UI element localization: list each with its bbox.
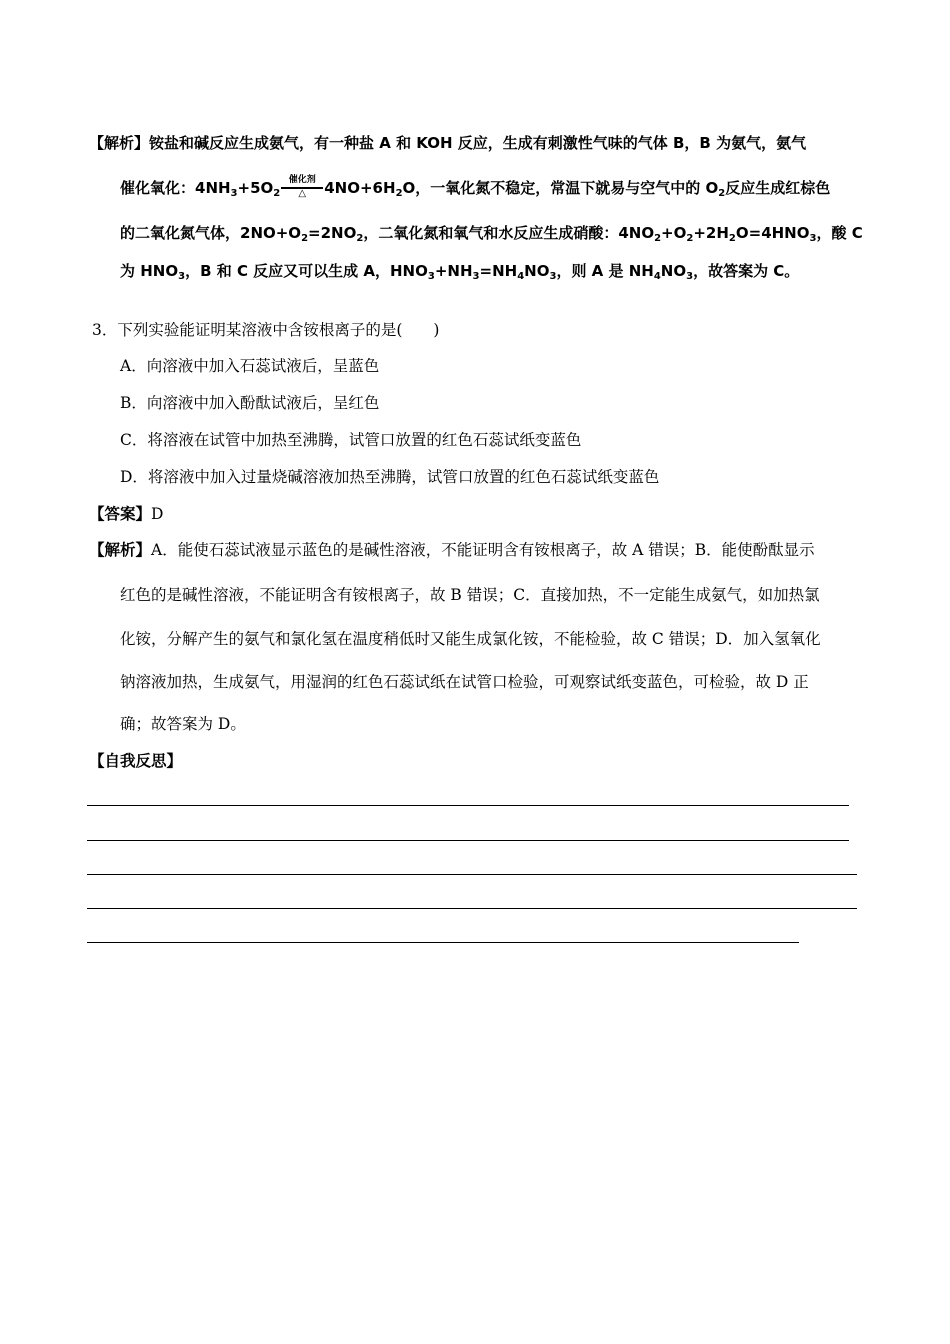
answer-line <box>89 504 163 524</box>
analysis1-line2: 催化氧化：$4NH_3+5O_2$ 催化剂 △ $4NO+6H_2O$，一氧化氮不稳定，常温下就易与空气中的 $O_2$反应生成红棕色 <box>120 174 831 199</box>
answer-line-rule-4 <box>87 908 857 909</box>
analysis2-line1: 【解析】A．能使石蕊试液显示蓝色的是碱性溶液，不能证明含有铵根离子，故 A 错误；B．能使酚酞显示 <box>89 541 815 559</box>
question3-stem: 3．下列实验能证明某溶液中含铵根离子的是( ) <box>92 321 440 339</box>
answer-line-rule-2 <box>87 840 849 841</box>
analysis1-line1: 【解析】铵盐和碱反应生成氨气，有一种盐 A 和 KOH 反应，生成有刺激性气味的气体 B，B 为氨气，氨气 <box>89 134 807 152</box>
analysis2-line4: 钠溶液加热，生成氨气，用湿润的红色石蕊试纸在试管口检验，可观察试纸变蓝色，可检验，故 D 正 <box>120 673 809 691</box>
question3-option-a: A．向溶液中加入石蕊试液后，呈蓝色 <box>120 357 380 375</box>
analysis2-line2: 红色的是碱性溶液，不能证明含有铵根离子，故 B 错误；C．直接加热，不一定能生成氨气，如加热氯 <box>120 586 820 604</box>
question3-option-d: D．将溶液中加入过量烧碱溶液加热至沸腾，试管口放置的红色石蕊试纸变蓝色 <box>120 468 660 486</box>
analysis-label: 【解析】 <box>89 134 150 152</box>
answer-value: D <box>151 505 164 523</box>
answer-line-rule-1 <box>87 805 849 806</box>
analysis-label: 【解析】 <box>89 541 152 559</box>
question3-option-b: B．向溶液中加入酚酞试液后，呈红色 <box>120 394 380 412</box>
analysis2-line3: 化铵，分解产生的氨气和氯化氢在温度稍低时又能生成氯化铵，不能检验，故 C 错误；D．加入氢氧化 <box>120 630 821 648</box>
answer-line-rule-3 <box>87 874 857 875</box>
reflection-heading: 【自我反思】 <box>89 752 183 770</box>
reaction-condition-arrow: 催化剂 △ <box>281 179 323 199</box>
analysis2-line5: 确；故答案为 D。 <box>120 715 246 733</box>
answer-line-rule-5 <box>87 942 799 943</box>
analysis1-line4: 为 $HNO_3$，B 和 C 反应又可以生成 A，$HNO_3+NH_3=NH_4NO_3$，则 A 是 $NH_4NO_3$，故答案为 C。 <box>120 262 800 282</box>
analysis1-line3: 的二氧化氮气体，$2NO+O_2=2NO_2$，二氧化氮和氧气和水反应生成硝酸：$4NO_2+O_2+2H_2O=4HNO_3$，酸 C <box>120 224 863 244</box>
question3-option-c: C．将溶液在试管中加热至沸腾，试管口放置的红色石蕊试纸变蓝色 <box>120 431 582 449</box>
answer-label: 【答案】 <box>89 505 152 523</box>
